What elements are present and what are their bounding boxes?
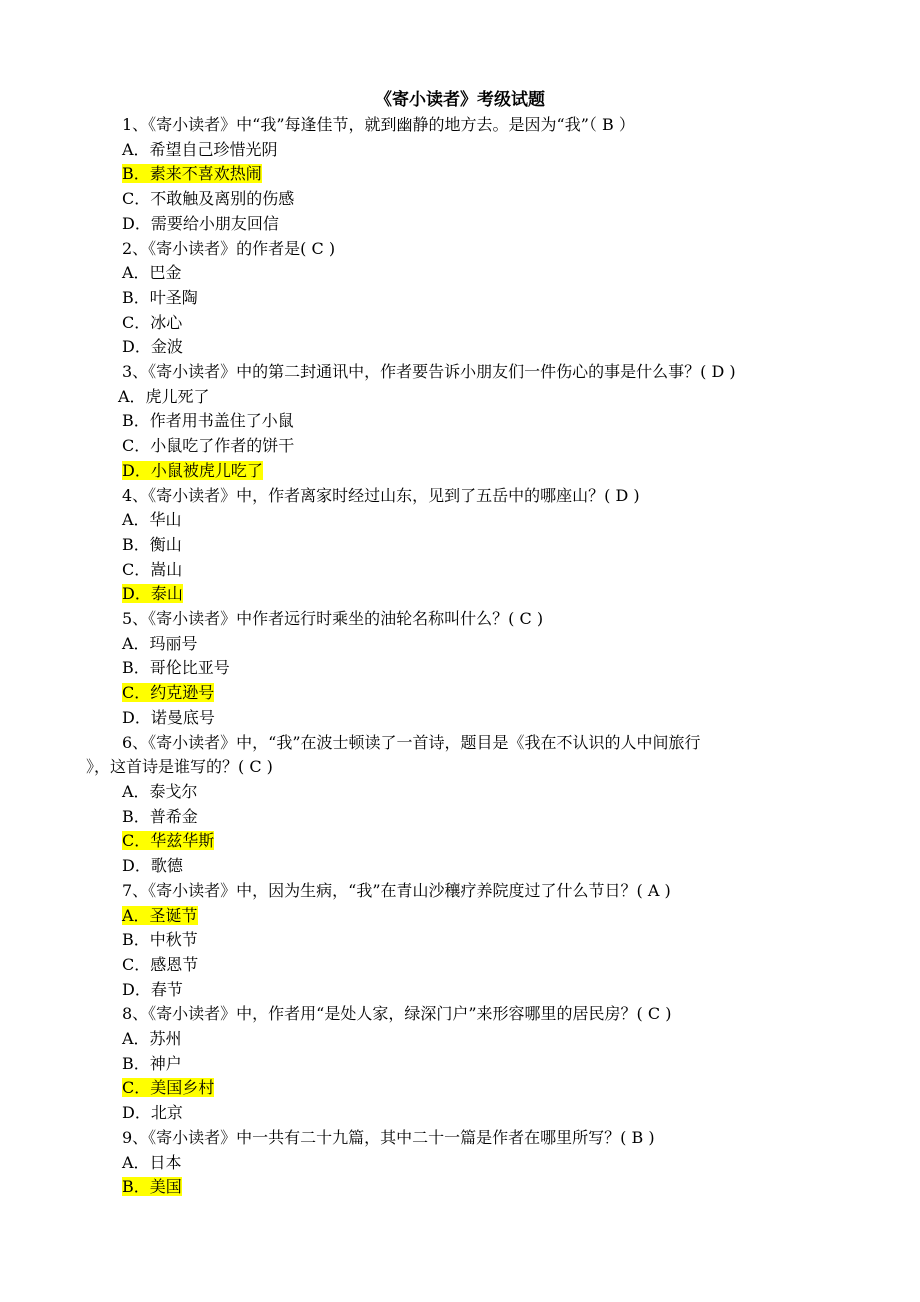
- page-title: 《寄小读者》考级试题: [375, 90, 545, 110]
- question-text: 7、《寄小读者》中，因为生病，“我”在青山沙穰疗养院度过了什么节日？( A ): [122, 880, 671, 900]
- answer-option: [88, 1052, 848, 1077]
- answer-option: [88, 854, 848, 879]
- correct-answer-highlight: C．美国乡村: [122, 1078, 215, 1098]
- question-text: 4、《寄小读者》中，作者离家时经过山东，见到了五岳中的哪座山？( D ): [122, 485, 640, 505]
- correct-answer-highlight: C．约克逊号: [122, 683, 215, 703]
- answer-option: [88, 656, 848, 681]
- question-text: 8、《寄小读者》中，作者用“是处人家，绿深门户”来形容哪里的居民房？( C ): [122, 1004, 672, 1024]
- answer-option: [88, 162, 848, 187]
- answer-option-label: D．金波: [122, 337, 183, 357]
- answer-option-label: C．冰心: [122, 312, 183, 332]
- answer-option-label: D．需要给小朋友回信: [122, 213, 279, 233]
- answer-option-label: D．北京: [122, 1103, 183, 1123]
- question-text: 3、《寄小读者》中的第二封通讯中，作者要告诉小朋友们一件伤心的事是什么事？( D ): [122, 362, 736, 382]
- answer-option: [88, 385, 848, 410]
- answer-option: [88, 459, 848, 484]
- question-list: [88, 113, 848, 1200]
- answer-option: [88, 1027, 848, 1052]
- correct-answer-highlight: C．华兹华斯: [122, 831, 215, 851]
- answer-option-label: B．作者用书盖住了小鼠: [122, 411, 294, 431]
- answer-option: [88, 1175, 848, 1200]
- answer-option: [88, 632, 848, 657]
- answer-option: [88, 904, 848, 929]
- answer-option-label: A．希望自己珍惜光阴: [122, 139, 278, 159]
- correct-answer-highlight: D．小鼠被虎儿吃了: [122, 460, 263, 480]
- answer-option-label: D．歌德: [122, 856, 183, 876]
- answer-option: [88, 978, 848, 1003]
- answer-option: [88, 1101, 848, 1126]
- answer-option: [88, 434, 848, 459]
- answer-option: [88, 187, 848, 212]
- answer-option-label: A．泰戈尔: [122, 781, 198, 801]
- answer-option-label: C．嵩山: [122, 559, 183, 579]
- answer-option: [88, 681, 848, 706]
- answer-option-label: B．叶圣陶: [122, 287, 198, 307]
- question-text: 1、《寄小读者》中“我”每逢佳节，就到幽静的地方去。是因为“我”（ B ）: [122, 115, 635, 134]
- answer-option: [88, 138, 848, 163]
- answer-option: [88, 311, 848, 336]
- answer-option: [88, 1076, 848, 1101]
- answer-option: [88, 928, 848, 953]
- answer-option-label: A．巴金: [122, 263, 182, 283]
- answer-option-label: B．神户: [122, 1053, 182, 1073]
- correct-answer-highlight: B．素来不喜欢热闹: [122, 164, 262, 184]
- answer-option-label: D．诺曼底号: [122, 707, 215, 727]
- answer-option-label: D．春节: [122, 979, 183, 999]
- answer-option-label: B．普希金: [122, 806, 198, 826]
- answer-option: [88, 261, 848, 286]
- correct-answer-highlight: A．圣诞节: [122, 905, 198, 925]
- answer-option: [88, 706, 848, 731]
- answer-option-label: A．日本: [122, 1152, 182, 1172]
- question-text: 6、《寄小读者》中，“我”在波士顿读了一首诗，题目是《我在不认识的人中间旅行: [122, 732, 701, 752]
- answer-option: [88, 558, 848, 583]
- answer-option-label: A．苏州: [122, 1029, 182, 1049]
- question-text: 9、《寄小读者》中一共有二十九篇，其中二十一篇是作者在哪里所写？( B ): [122, 1127, 655, 1147]
- answer-option-label: C．感恩节: [122, 954, 199, 974]
- question-text: 2、《寄小读者》的作者是( C ): [122, 238, 336, 258]
- question-text: 5、《寄小读者》中作者远行时乘坐的油轮名称叫什么？( C ): [122, 609, 544, 629]
- question-text-continued: 》，这首诗是谁写的？( C ): [86, 757, 273, 777]
- answer-option-label: C．不敢触及离别的伤感: [122, 189, 295, 209]
- answer-option: [88, 805, 848, 830]
- answer-option-label: C．小鼠吃了作者的饼干: [122, 436, 295, 456]
- answer-option: [88, 829, 848, 854]
- answer-option: [88, 582, 848, 607]
- answer-option-label: B．哥伦比亚号: [122, 658, 230, 678]
- answer-option-label: A．虎儿死了: [118, 386, 210, 406]
- answer-option-label: A．玛丽号: [122, 633, 198, 653]
- answer-option: [88, 286, 848, 311]
- answer-option: [88, 409, 848, 434]
- answer-option: [88, 508, 848, 533]
- answer-option: [88, 533, 848, 558]
- answer-option: [88, 780, 848, 805]
- answer-option-label: B．衡山: [122, 534, 182, 554]
- answer-option: [88, 335, 848, 360]
- answer-option: [88, 1151, 848, 1176]
- answer-option: [88, 212, 848, 237]
- answer-option-label: B．中秋节: [122, 930, 198, 950]
- answer-option-label: A．华山: [122, 510, 182, 530]
- correct-answer-highlight: D．泰山: [122, 584, 183, 604]
- correct-answer-highlight: B．美国: [122, 1177, 182, 1197]
- answer-option: [88, 953, 848, 978]
